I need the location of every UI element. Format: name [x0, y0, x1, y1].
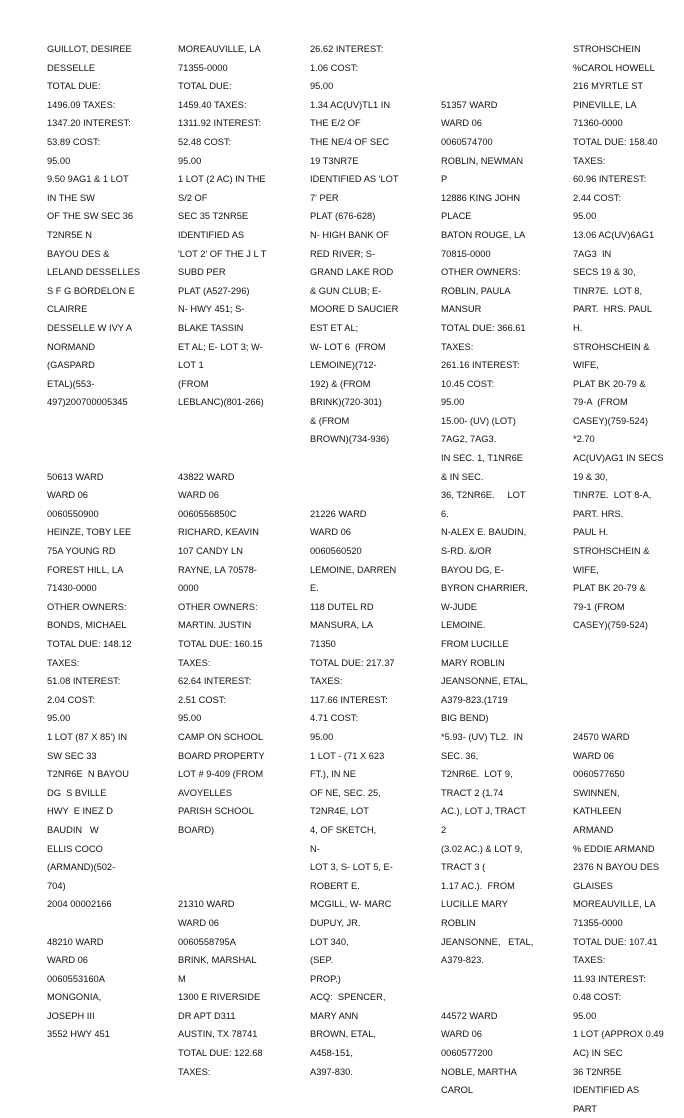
text-line: LOT 340, [310, 936, 349, 947]
text-line: FT.), IN NE [310, 769, 356, 780]
text-line: 'LOT 2' OF THE J L T [178, 248, 267, 259]
text-line: LEMOINE. [441, 620, 486, 631]
text-line: MANSURA, LA [310, 620, 374, 631]
text-line: 1459.40 TAXES: [178, 99, 247, 110]
text-line: WARD 06 [441, 1029, 482, 1040]
text-line [573, 635, 683, 654]
text-line: TINR7E. LOT 8, [573, 285, 643, 296]
text-line: 1300 E RIVERSIDE [178, 992, 261, 1003]
text-line: %CAROL HOWELL [573, 62, 655, 73]
text-line: TAXES: [441, 341, 474, 352]
text-line: 2376 N BAYOU DES [573, 862, 660, 873]
text-line: RED RIVER; S- [310, 248, 376, 259]
text-line: (FROM [178, 378, 209, 389]
text-line: 2.51 COST: [178, 694, 227, 705]
text-line: TOTAL DUE: 160.15 [178, 639, 263, 649]
text-line: S-RD. &/OR [441, 546, 492, 557]
text-line: 0060558795A [178, 936, 236, 947]
text-line: ROBLIN [441, 917, 476, 928]
text-line: SWINNEN, [573, 787, 620, 798]
column-4 [441, 40, 559, 1100]
text-line: IDENTIFIED AS [573, 1085, 640, 1096]
text-line: 60.96 INTEREST: [573, 174, 647, 185]
text-line: GLAISES [573, 880, 613, 891]
text-line: 261.16 INTEREST: [441, 360, 520, 371]
text-line: 7AG2, 7AG3. [441, 434, 497, 445]
column-3 [310, 40, 428, 1081]
text-line: 62.64 INTEREST: [178, 676, 252, 687]
text-line: LUCILLE MARY [441, 899, 508, 910]
text-line [441, 40, 559, 59]
text-line: OF NE, SEC. 25, [310, 787, 381, 798]
text-line: BAYOU DES & [47, 248, 110, 259]
text-line: BATON ROUGE, LA [441, 229, 526, 240]
text-line: PLAT (676-628) [310, 211, 376, 222]
text-line: CLAIRRE [47, 304, 88, 315]
text-line: FOREST HILL, LA [47, 564, 124, 575]
text-line: 6. [441, 508, 449, 519]
text-line: 71355-0000 [573, 917, 623, 928]
text-line: 15.00- (UV) (LOT) [441, 415, 516, 426]
text-line [178, 430, 296, 449]
text-line: TRACT 2 (1.74 [441, 787, 504, 798]
text-line: T2NR4E, LOT [310, 806, 369, 817]
text-line: 19 T3NR7E [310, 155, 359, 166]
text-line: 44572 WARD [441, 1010, 498, 1021]
text-line: TOTAL DUE: [47, 81, 101, 92]
text-line: 70815-0000 [441, 248, 491, 259]
text-line: BRINK, MARSHAL [178, 955, 257, 966]
text-line: JOSEPH III [47, 1010, 95, 1021]
text-line: 95.00 [178, 155, 202, 166]
text-line: LOT # 9-409 (FROM [178, 769, 264, 780]
text-line: IN THE SW [47, 192, 95, 203]
text-line: MOREAUVILLE, LA [178, 44, 261, 54]
text-line: ET AL; E- LOT 3; W- [178, 341, 263, 352]
text-line: 0060560520 [310, 546, 362, 557]
text-line: RICHARD, KEAVIN [178, 527, 259, 538]
text-line: MCGILL, W- MARC [310, 899, 392, 910]
text-line: TAXES: [573, 955, 606, 966]
text-line: GUILLOT, DESIREE [47, 44, 132, 54]
text-line: DUPUY, JR. [310, 917, 361, 928]
column-1 [47, 40, 165, 1044]
text-line: RAYNE, LA 70578- [178, 564, 257, 575]
text-line: ELLIS COCO [47, 843, 103, 854]
text-line: 51357 WARD [441, 99, 498, 110]
text-line: MOORE D SAUCIER [310, 304, 399, 315]
text-line [573, 672, 683, 691]
text-line: 0060577200 [441, 1048, 493, 1059]
text-line: 79-1 (FROM [573, 601, 625, 612]
text-line: PLAT (A527-296) [178, 285, 250, 296]
text-line: BOARD) [178, 824, 215, 835]
text-line: *2.70 [573, 434, 595, 445]
text-line: 71430-0000 [47, 583, 97, 594]
text-line: E. [310, 583, 319, 594]
text-line: STROHSCHEIN & [573, 341, 650, 352]
text-line: STROHSCHEIN & [573, 546, 650, 557]
text-line: S/2 OF [178, 192, 208, 203]
text-line [178, 877, 296, 896]
text-line: (GASPARD [47, 360, 95, 371]
text-line: PARISH SCHOOL [178, 806, 254, 817]
text-line: OTHER OWNERS: [178, 601, 258, 612]
text-line: N- HWY 451; S- [178, 304, 245, 315]
text-line: 107 CANDY LN [178, 546, 243, 557]
text-line: PAUL H. [573, 527, 609, 538]
text-line: TAXES: [178, 657, 211, 668]
text-line: 1 LOT (APPROX 0.49 [573, 1029, 664, 1040]
text-line: TOTAL DUE: 122.68 [178, 1048, 263, 1059]
text-line: SW SEC 33 [47, 750, 97, 761]
text-line: JEANSONNE, ETAL, [441, 676, 529, 687]
text-line [178, 840, 296, 859]
text-line: W- LOT 6 (FROM [310, 341, 386, 352]
text-line: (ARMAND)(502- [47, 862, 116, 873]
text-line: TOTAL DUE: 366.61 [441, 322, 526, 333]
text-line: DESSELLE [47, 62, 96, 73]
text-line: MANSUR [441, 304, 482, 315]
column-2 [178, 40, 296, 1081]
text-line: 10.45 COST: [441, 378, 495, 389]
text-line: A397-830. [310, 1066, 353, 1077]
column-5 [573, 40, 683, 1118]
text-line: TAXES: [47, 657, 80, 668]
text-line: TOTAL DUE: 148.12 [47, 639, 132, 649]
text-line: M [178, 973, 186, 984]
text-line: DG S BVILLE [47, 787, 107, 798]
text-line: 0.48 COST: [573, 992, 622, 1003]
text-line: AC(UV)AG1 IN SECS [573, 453, 664, 464]
text-line: 704) [47, 880, 66, 891]
text-line: SECS 19 & 30, [573, 267, 636, 278]
text-line: BROWN)(734-936) [310, 434, 390, 445]
text-line: 19 & 30, [573, 471, 608, 482]
text-line: PLAT BK 20-79 & [573, 583, 646, 594]
text-line: (SEP. [310, 955, 334, 966]
text-line: 71355-0000 [178, 62, 228, 73]
text-line: PART. HRS. PAUL [573, 304, 653, 315]
text-line: WARD 06 [47, 490, 88, 501]
text-line: 4, OF SKETCH, [310, 824, 377, 835]
text-line: 36, T2NR6E. LOT [441, 490, 526, 501]
text-line: 1 LOT (2 AC) IN THE [178, 174, 266, 185]
text-line: PART. HRS. [573, 508, 624, 519]
text-line [441, 77, 559, 96]
text-line [441, 59, 559, 78]
text-line: NORMAND [47, 341, 96, 352]
text-line: 24570 WARD [573, 731, 630, 742]
text-line: & GUN CLUB; E- [310, 285, 382, 296]
text-line: HWY E INEZ D [47, 806, 113, 817]
text-line: THE E/2 OF [310, 118, 361, 129]
text-line: WIFE, [573, 360, 599, 371]
text-line: PART [573, 1103, 597, 1114]
text-line: T2NR6E N BAYOU [47, 769, 129, 780]
text-line [310, 486, 428, 505]
text-line: 3552 HWY 451 [47, 1029, 110, 1040]
text-line: MOREAUVILLE, LA [573, 899, 656, 910]
text-line: 36 T2NR5E [573, 1066, 622, 1077]
text-line: 117.66 INTEREST: [310, 694, 388, 705]
text-line: 26.62 INTEREST: [310, 44, 384, 54]
text-line: 95.00 [310, 731, 334, 742]
text-line: 11.93 INTEREST: [573, 973, 646, 984]
text-line: 43822 WARD [178, 471, 235, 482]
text-line: NOBLE, MARTHA [441, 1066, 517, 1077]
text-line: CAROL [441, 1085, 474, 1096]
text-line: & (FROM [310, 415, 350, 426]
text-line: 1311.92 INTEREST: [178, 118, 262, 129]
text-line: MONGONIA, [47, 992, 102, 1003]
text-line: & IN SEC. [441, 471, 484, 482]
text-line: LELAND DESSELLES [47, 267, 141, 278]
text-line: N- HIGH BANK OF [310, 229, 390, 240]
text-line: WARD 06 [310, 527, 351, 538]
text-line: PINEVILLE, LA [573, 99, 637, 110]
text-line: WARD 06 [178, 917, 219, 928]
text-line: A458-151, [310, 1048, 353, 1059]
text-line: BONDS, MICHAEL [47, 620, 127, 631]
text-line: % EDDIE ARMAND [573, 843, 655, 854]
text-line: 0060574700 [441, 136, 493, 147]
text-line: STROHSCHEIN [573, 44, 641, 54]
text-line: LEMOINE)(712- [310, 360, 377, 371]
text-line: 50613 WARD [47, 471, 104, 482]
text-line [47, 914, 165, 933]
text-line: 118 DUTEL RD [310, 601, 374, 612]
text-line: 216 MYRTLE ST [573, 81, 644, 92]
text-line: IDENTIFIED AS [178, 229, 245, 240]
text-line: GRAND LAKE ROD [310, 267, 394, 278]
text-line: LEBLANC)(801-266) [178, 397, 264, 408]
text-line: THE NE/4 OF SEC [310, 136, 390, 147]
text-line: BAYOU DG, E- [441, 564, 504, 575]
text-line: BAUDIN W [47, 824, 99, 835]
text-line: FROM LUCILLE [441, 639, 509, 649]
text-line: 1.17 AC.). FROM [441, 880, 515, 891]
text-line [573, 709, 683, 728]
text-line: 12886 KING JOHN [441, 192, 521, 203]
text-line: TOTAL DUE: 107.41 [573, 936, 658, 947]
text-line: ETAL)(553- [47, 378, 95, 389]
text-line: 2004 00002166 [47, 899, 112, 910]
text-line: WARD 06 [573, 750, 614, 761]
text-line: CASEY)(759-524) [573, 415, 648, 426]
text-line: 0060553160A [47, 973, 105, 984]
text-line [310, 449, 428, 468]
text-line: 1 LOT - (71 X 623 [310, 750, 385, 761]
text-line: OTHER OWNERS: [441, 267, 521, 278]
text-line [310, 468, 428, 487]
text-line: 1.34 AC(UV)TL1 IN [310, 99, 391, 110]
text-line [573, 691, 683, 710]
text-line: 71350 [310, 639, 336, 649]
text-line: MARY ANN [310, 1010, 359, 1021]
text-line: PLACE [441, 211, 472, 222]
text-line [178, 412, 296, 431]
text-line: TOTAL DUE: [178, 81, 232, 92]
text-line: 21310 WARD [178, 899, 235, 910]
text-line: BRINK)(720-301) [310, 397, 382, 408]
text-line: ROBLIN, PAULA [441, 285, 511, 296]
text-line: N- [310, 843, 320, 854]
text-line: 7' PER [310, 192, 339, 203]
text-line: IDENTIFIED AS 'LOT [310, 174, 399, 185]
text-line: 1.06 COST: [310, 62, 359, 73]
text-line: 95.00 [47, 713, 71, 724]
text-line: PROP.) [310, 973, 341, 984]
text-line: (3.02 AC.) & LOT 9, [441, 843, 523, 854]
text-line: MARY ROBLIN [441, 657, 505, 668]
text-line: 1 LOT (87 X 85') IN [47, 731, 128, 742]
text-line [441, 988, 559, 1007]
text-line: ACQ: SPENCER, [310, 992, 386, 1003]
text-line: TRACT 3 ( [441, 862, 486, 873]
text-line: 0000 [178, 583, 199, 594]
text-line: 0060550900 [47, 508, 99, 519]
text-line: 0060577650 [573, 769, 625, 780]
text-line: TAXES: [310, 676, 343, 687]
text-line: TAXES: [178, 1066, 211, 1077]
text-line: DR APT D311 [178, 1010, 236, 1021]
text-line: A379-823. [441, 955, 484, 966]
text-line: LOT 3, S- LOT 5, E- [310, 862, 393, 873]
text-line: W-JUDE [441, 601, 477, 612]
text-line [441, 970, 559, 989]
text-line: KATHLEEN [573, 806, 622, 817]
text-line: LOT 1 [178, 360, 204, 371]
text-line: TOTAL DUE: 217.37 [310, 657, 395, 668]
text-line: T2NR6E. LOT 9, [441, 769, 513, 780]
text-line: 1496.09 TAXES: [47, 99, 116, 110]
text-line: 95.00 [178, 713, 202, 724]
text-line [47, 449, 165, 468]
text-line: 75A YOUNG RD [47, 546, 116, 557]
text-line [47, 412, 165, 431]
text-line: BOARD PROPERTY [178, 750, 265, 761]
text-line: H. [573, 322, 583, 333]
text-line: OTHER OWNERS: [47, 601, 127, 612]
text-line: AVOYELLES [178, 787, 233, 798]
text-line: ARMAND [573, 824, 614, 835]
text-line: 95.00 [573, 1010, 597, 1021]
text-line: 95.00 [47, 155, 71, 166]
text-line: SEC. 36, [441, 750, 479, 761]
text-line: HEINZE, TOBY LEE [47, 527, 132, 538]
text-line: 71360-0000 [573, 118, 623, 129]
text-line: BYRON CHARRIER, [441, 583, 528, 594]
text-line: AC) IN SEC [573, 1048, 623, 1059]
text-line: 95.00 [573, 211, 597, 222]
text-line: BROWN, ETAL, [310, 1029, 376, 1040]
text-line: SUBD PER [178, 267, 226, 278]
text-line [573, 654, 683, 673]
text-line: 52.48 COST: [178, 136, 232, 147]
text-line: ROBLIN, NEWMAN [441, 155, 524, 166]
text-line: 2.44 COST: [573, 192, 622, 203]
text-line: CASEY)(759-524) [573, 620, 648, 631]
text-line: 48210 WARD [47, 936, 104, 947]
text-line: TAXES: [573, 155, 606, 166]
text-line: WARD 06 [178, 490, 219, 501]
text-line: P [441, 174, 448, 185]
text-line [178, 449, 296, 468]
text-line: JEANSONNE, ETAL, [441, 936, 534, 947]
text-line: OF THE SW SEC 36 [47, 211, 134, 222]
text-line: 1347.20 INTEREST: [47, 118, 131, 129]
text-line: 53.89 COST: [47, 136, 101, 147]
text-line: 13.06 AC(UV)6AG1 [573, 229, 655, 240]
text-line: 79-A (FROM [573, 397, 628, 408]
text-line: WIFE, [573, 564, 599, 575]
text-line: 95.00 [310, 81, 334, 92]
text-line: AUSTIN, TX 78741 [178, 1029, 258, 1040]
text-line: S F G BORDELON E [47, 285, 135, 296]
text-line: BIG BEND) [441, 713, 489, 724]
text-line: ROBERT E. [310, 880, 360, 891]
text-line: BLAKE TASSIN [178, 322, 244, 333]
text-line: N-ALEX E. BAUDIN, [441, 527, 527, 538]
text-line: IN SEC. 1, T1NR6E [441, 453, 523, 464]
text-line: CAMP ON SCHOOL [178, 731, 264, 742]
text-line: 2.04 COST: [47, 694, 96, 705]
text-line: PLAT BK 20-79 & [573, 378, 646, 389]
text-line: SEC 35 T2NR5E [178, 211, 249, 222]
text-line [178, 858, 296, 877]
text-line: 0060556850C [178, 508, 237, 519]
text-line: TINR7E. LOT 8-A, [573, 490, 652, 501]
text-line: 497)200700005345 [47, 397, 128, 408]
text-line: LEMOINE, DARREN [310, 564, 397, 575]
text-line: 4.71 COST: [310, 713, 359, 724]
text-line: TOTAL DUE: 158.40 [573, 136, 658, 147]
text-line: AC.), LOT J, TRACT [441, 806, 526, 817]
text-line: MARTIN. JUSTIN [178, 620, 252, 631]
text-line: WARD 06 [441, 118, 482, 129]
text-line: 95.00 [441, 397, 465, 408]
text-line: 192) & (FROM [310, 378, 371, 389]
text-line: A379-823.(1719 [441, 694, 508, 705]
text-line: 9.50 9AG1 & 1 LOT [47, 174, 129, 185]
text-line: 21226 WARD [310, 508, 367, 519]
text-line: WARD 06 [47, 955, 88, 966]
text-line: 7AG3 IN [573, 248, 612, 259]
text-line: 2 [441, 824, 447, 835]
text-line: T2NR5E N [47, 229, 92, 240]
text-line: *5.93- (UV) TL2. IN [441, 731, 523, 742]
text-line: 51.08 INTEREST: [47, 676, 121, 687]
text-line [47, 430, 165, 449]
text-line: DESSELLE W IVY A [47, 322, 133, 333]
text-line: EST ET AL; [310, 322, 359, 333]
